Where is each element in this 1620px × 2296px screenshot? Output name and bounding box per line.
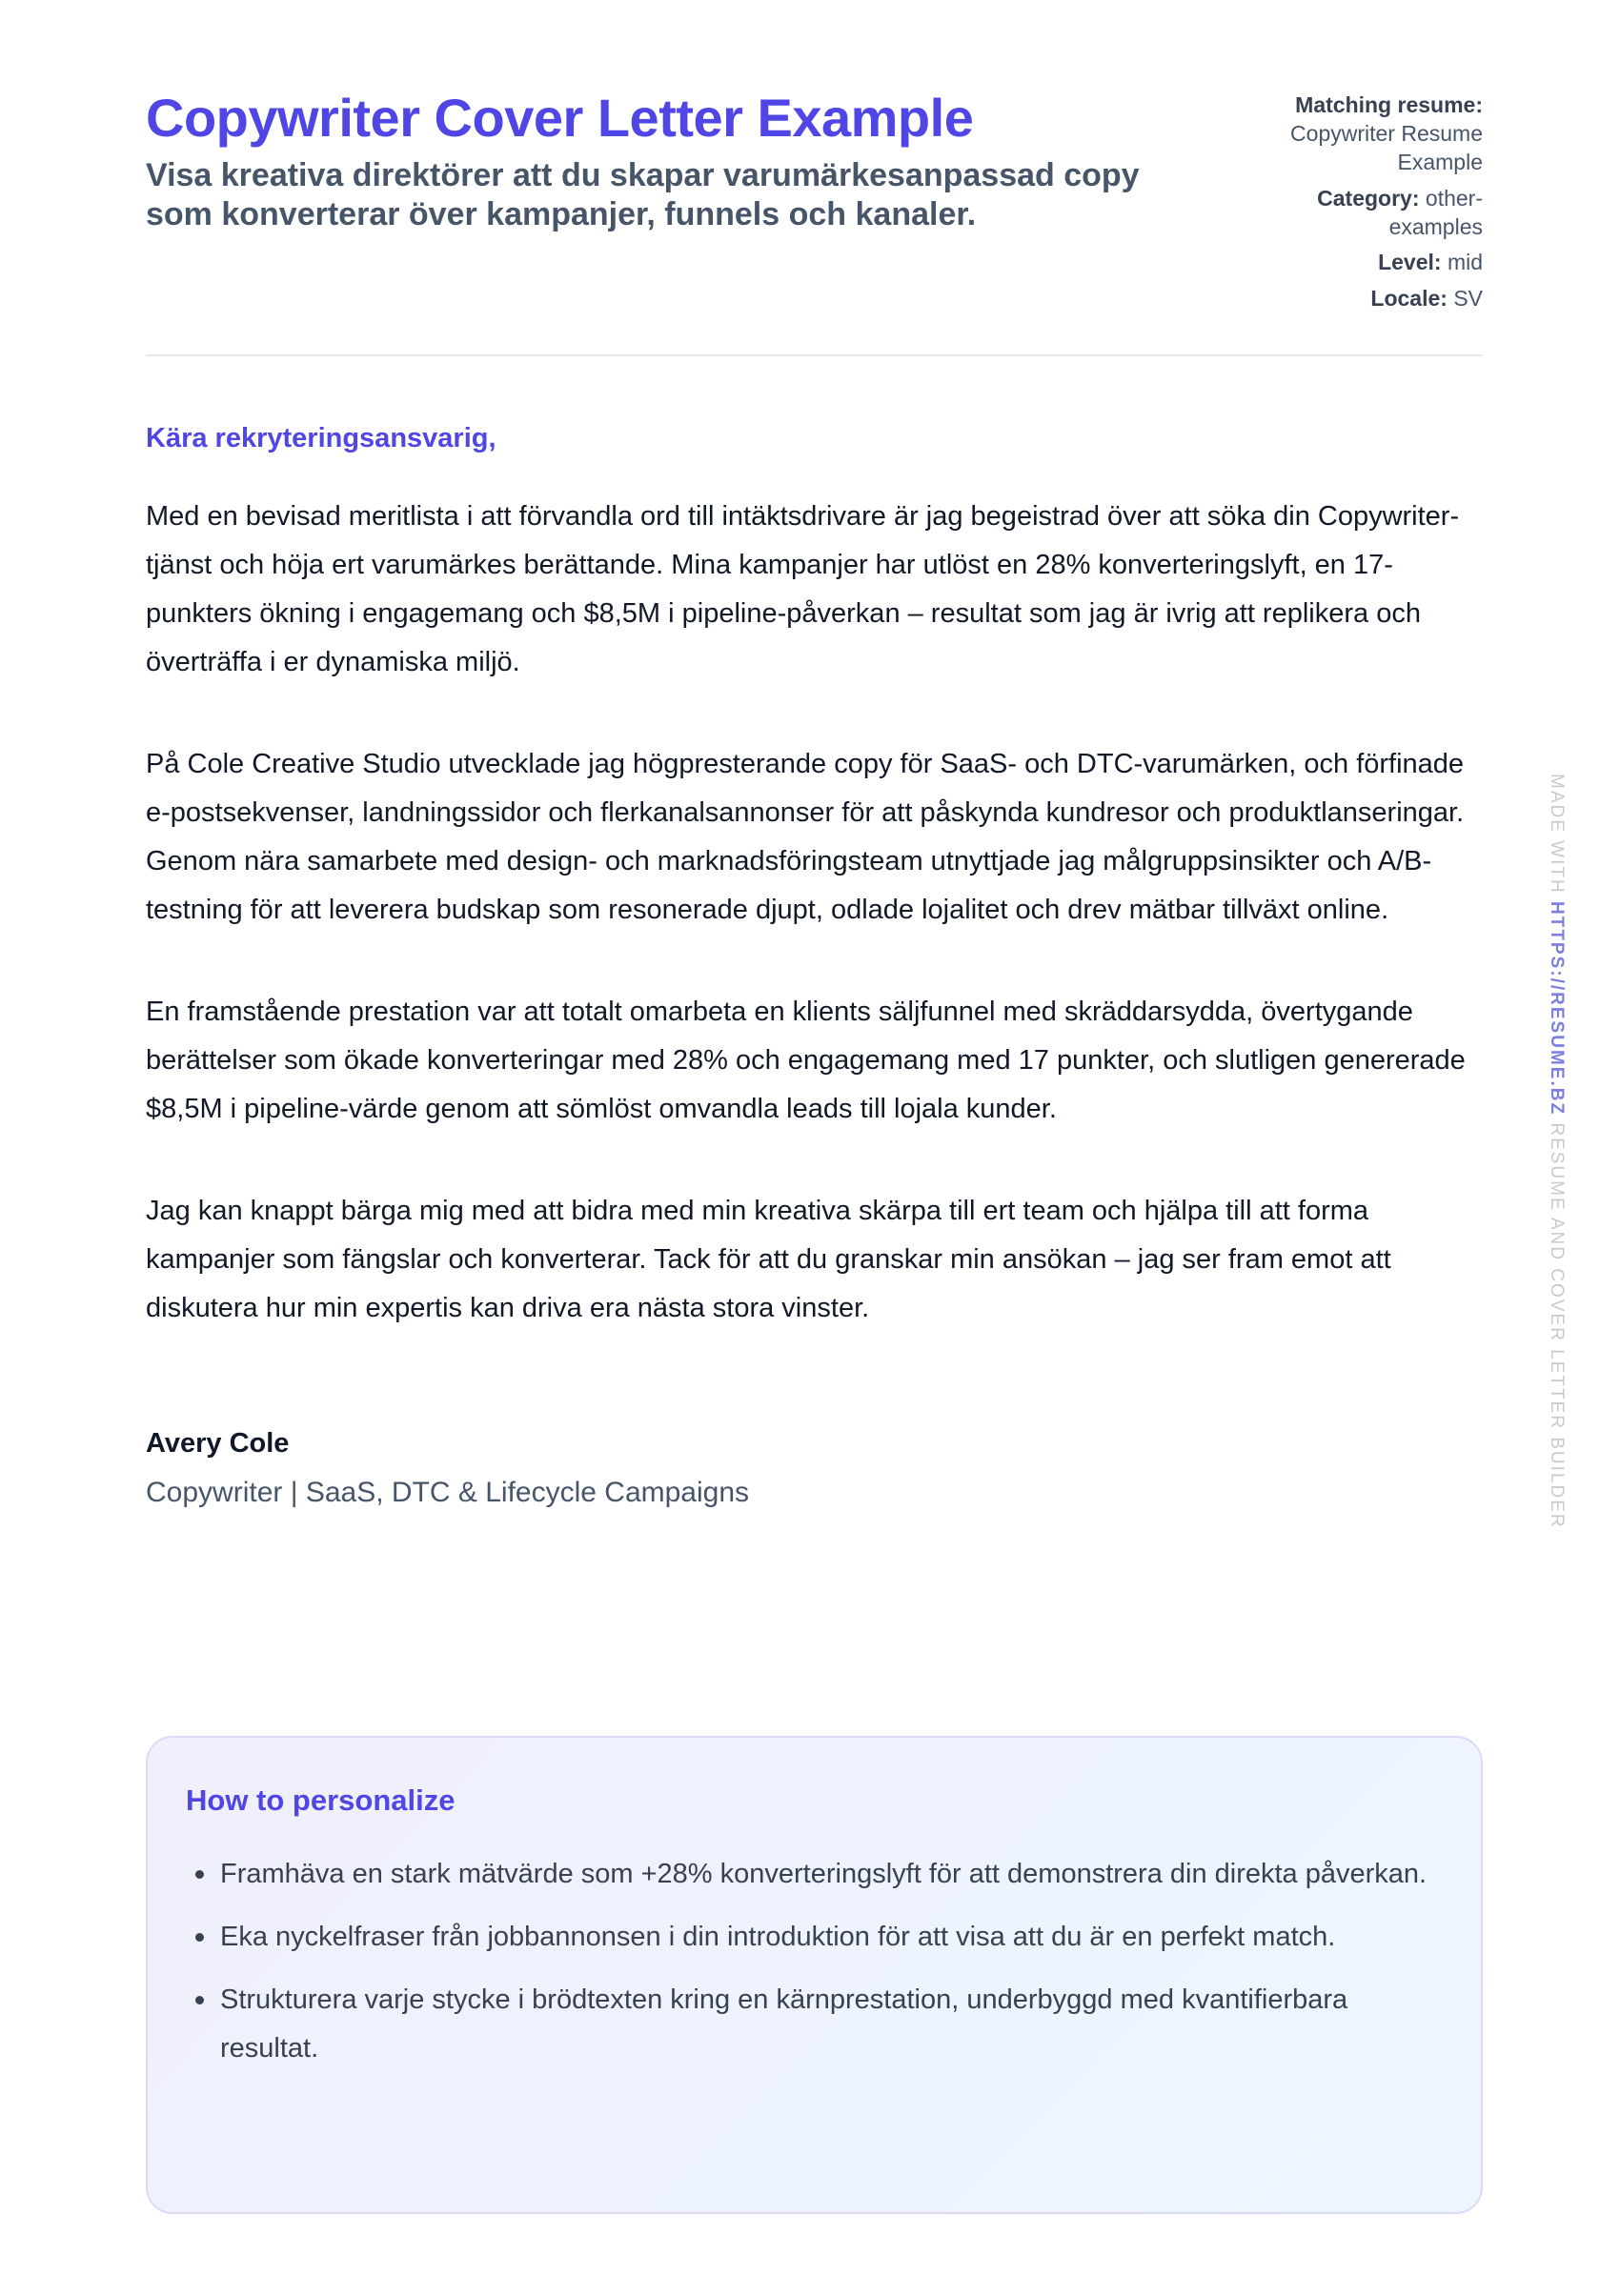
meta-matching-resume [1254,91,1483,177]
watermark-suffix: RESUME AND COVER LETTER BUILDER [1547,1122,1567,1529]
header-divider [146,354,1483,356]
bullet-icon [195,1870,204,1879]
meta-category [1254,185,1483,242]
tips-item-text: Strukturera varje stycke i brödtexten kring en kärnprestation, underbyggd med kvantifierbara resultat. [220,1984,1348,2064]
page-subtitle: Visa kreativa direktörer att du skapar varumärkesanpassad copy som konverterar över kampanjer, funnels och kanaler. [146,157,1140,233]
tips-item [186,1913,1443,1962]
tips-item-text: Framhäva en stark mätvärde som +28% konverteringslyft för att demonstrera din direkta påverkan. [220,1859,1428,1889]
meta-locale [1254,285,1483,313]
meta-locale-label: Locale: [1370,286,1448,312]
letter-paragraph: På Cole Creative Studio utvecklade jag högpresterande copy för SaaS- och DTC-varumärken, och förfinade e-postsekvenser, landningssidor och flerkanalsannonser för att påskynda kundresor och produktlanseringar. Genom nära samarbete med design- och marknadsföringsteam utnyttjade jag målgruppsinsikter och A/B-testning för att leverera budskap som resonerade djupt, odlade lojalitet och drev mätbar tillväxt online. [146,749,1465,925]
meta-category-label: Category: [1317,185,1420,211]
personalize-tips-box [146,1736,1483,2214]
page-header [146,0,1483,312]
tips-item [186,1976,1443,2073]
tips-item-text: Eka nyckelfraser från jobbannonsen i din introduktion för att visa att du är en perfekt match. [220,1922,1336,1952]
letter-greeting: Kära rekryteringsansvarig, [146,423,496,453]
letter-paragraph: Med en bevisad meritlista i att förvandla ord till intäktsdrivare är jag begeistrad över att söka din Copywriter-tjänst och höja ert varumärkes berättande. Mina kampanjer har utlöst en 28% konverteringslyft, en 17-punkters ökning i engagemang och $8,5M i pipeline-påverkan – resultat som jag är ivrig att replikera och överträffa i er dynamiska miljö. [146,501,1460,677]
watermark-link[interactable]: HTTPS://RESUME.BZ [1547,901,1567,1117]
meta-matching-resume-value[interactable]: Copywriter Resume Example [1290,120,1483,174]
meta-level [1254,249,1483,277]
tips-item [186,1850,1443,1899]
letter-paragraph: En framstående prestation var att totalt omarbeta en klients säljfunnel med skräddarsydda, övertygande berättelser som ökade konverteringar med 28% och engagemang med 17 punkter, och slutligen genererade $8,5M i pipeline-värde genom att sömlöst omvandla leads till lojala kunder. [146,997,1466,1124]
signature-name: Avery Cole [146,1428,290,1459]
tips-title: How to personalize [186,1783,456,1817]
meta-panel [1254,91,1483,321]
meta-category-value: other-examples [1388,185,1483,239]
bullet-icon [195,1996,204,2004]
meta-matching-resume-label: Matching resume: [1295,92,1483,117]
signature-block [146,1428,1483,1509]
meta-locale-value: SV [1453,286,1483,312]
signature-title: Copywriter | SaaS, DTC & Lifecycle Campaigns [146,1477,750,1508]
watermark-prefix: MADE WITH [1547,774,1567,895]
meta-level-value: mid [1447,250,1483,275]
letter-paragraph: Jag kan knappt bärga mig med att bidra med min kreativa skärpa till ert team och hjälpa till att forma kampanjer som fängslar och konverterar. Tack för att du granskar min ansökan – jag ser fram emot att diskutera hur min expertis kan driva era nästa stora vinster. [146,1196,1391,1323]
cover-letter-page [146,0,1483,2064]
bullet-icon [195,1933,204,1942]
meta-level-label: Level: [1378,250,1442,275]
page-title: Copywriter Cover Letter Example [146,88,974,148]
watermark [1546,774,1567,1529]
tips-list [186,1850,1443,2073]
letter-body [146,423,1483,1509]
